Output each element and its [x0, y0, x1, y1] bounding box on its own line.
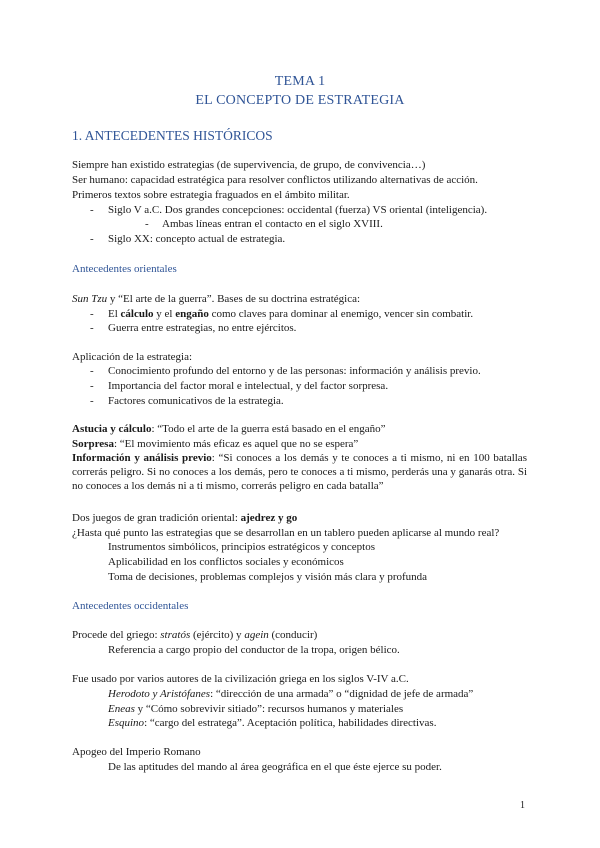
paragraph-line: Sorpresa: “El movimiento más eficaz es aquel que no se espera”	[72, 438, 359, 450]
bullet-dash: -	[90, 365, 94, 377]
subsection-heading: Antecedentes orientales	[72, 263, 177, 275]
page-number: 1	[520, 800, 525, 811]
bullet-dash: -	[90, 395, 94, 407]
author-name: Sun Tzu	[72, 293, 108, 305]
indented-line: Eneas y “Cómo sobrevivir sitiado”: recursos humanos y materiales	[108, 703, 404, 715]
bullet-item: Siglo XX: concepto actual de estrategia.	[108, 233, 286, 245]
sub-bullet-item: Ambas líneas entran el contacto en el siglo XVIII.	[162, 218, 383, 230]
paragraph-line: Fue usado por varios autores de la civilización griega en los siglos V-IV a.C.	[72, 673, 409, 685]
bullet-dash: -	[90, 204, 94, 216]
bullet-item: Importancia del factor moral e intelectual, y del factor sorpresa.	[108, 380, 389, 392]
subsection-heading: Antecedentes occidentales	[72, 600, 189, 612]
bullet-item: Conocimiento profundo del entorno y de las personas: información y análisis previo.	[108, 365, 481, 377]
indented-line: Esquino: “cargo del estratega”. Aceptación política, habilidades directivas.	[108, 717, 437, 729]
paragraph-line: Ser humano: capacidad estratégica para resolver conflictos utilizando alternativas de acción.	[72, 174, 478, 186]
indented-line: Instrumentos simbólicos, principios estratégicos y conceptos	[108, 541, 376, 553]
indented-line: De las aptitudes del mando al área geográfica en el que éste ejerce su poder.	[108, 761, 442, 773]
section-heading: 1. ANTECEDENTES HISTÓRICOS	[72, 128, 273, 143]
paragraph-line: Dos juegos de gran tradición oriental: ajedrez y go	[72, 512, 298, 524]
indented-line: Herodoto y Aristófanes: “dirección de una armada” o “dignidad de jefe de armada”	[108, 688, 474, 700]
indented-line: Referencia a cargo propio del conductor de la tropa, origen bélico.	[108, 644, 400, 656]
paragraph-line: Apogeo del Imperio Romano	[72, 746, 201, 758]
bullet-item: El cálculo y el engaño como claves para dominar al enemigo, vencer sin combatir.	[108, 308, 474, 320]
bullet-item: Guerra entre estrategias, no entre ejércitos.	[108, 322, 297, 334]
paragraph-line: Sun Tzu y “El arte de la guerra”. Bases de su doctrina estratégica:	[72, 293, 361, 305]
document-title-line1: TEMA 1	[274, 74, 326, 89]
document-title-line2: EL CONCEPTO DE ESTRATEGIA	[195, 93, 405, 108]
bullet-item: Siglo V a.C. Dos grandes concepciones: occidental (fuerza) VS oriental (inteligencia).	[108, 204, 488, 216]
bullet-dash: -	[90, 233, 94, 245]
paragraph-line: Primeros textos sobre estrategia fraguados en el ámbito militar.	[72, 189, 350, 201]
sub-bullet-dash: -	[145, 218, 149, 230]
paragraph-line: Siempre han existido estrategias (de supervivencia, de grupo, de convivencia…)	[72, 159, 426, 171]
bullet-item: Factores comunicativos de la estrategia.	[108, 395, 284, 407]
indented-line: Aplicabilidad en los conflictos sociales y económicos	[108, 556, 344, 568]
paragraph-line: Astucia y cálculo: “Todo el arte de la guerra está basado en el engaño”	[72, 423, 386, 435]
paragraph-line: Aplicación de la estrategia:	[72, 351, 193, 363]
bullet-dash: -	[90, 322, 94, 334]
bullet-dash: -	[90, 380, 94, 392]
paragraph-line: Procede del griego: stratós (ejército) y agein (conducir)	[72, 629, 318, 641]
quote-paragraph: Información y análisis previo: “Si conoces a los demás y te conoces a ti mismo, ni en 100 batallas correrás peligro. Si no conoces a los demás, pero te conoces a ti mismo, perderás una y ganarás otra. Si no conoces a los demás ni a ti mismo, correrás peligro en cada batalla”	[72, 452, 527, 492]
paragraph-line: ¿Hasta qué punto las estrategias que se desarrollan en un tablero pueden aplicarse al mundo real?	[72, 527, 500, 539]
bullet-dash: -	[90, 308, 94, 320]
indented-line: Toma de decisiones, problemas complejos y visión más clara y profunda	[108, 571, 428, 583]
